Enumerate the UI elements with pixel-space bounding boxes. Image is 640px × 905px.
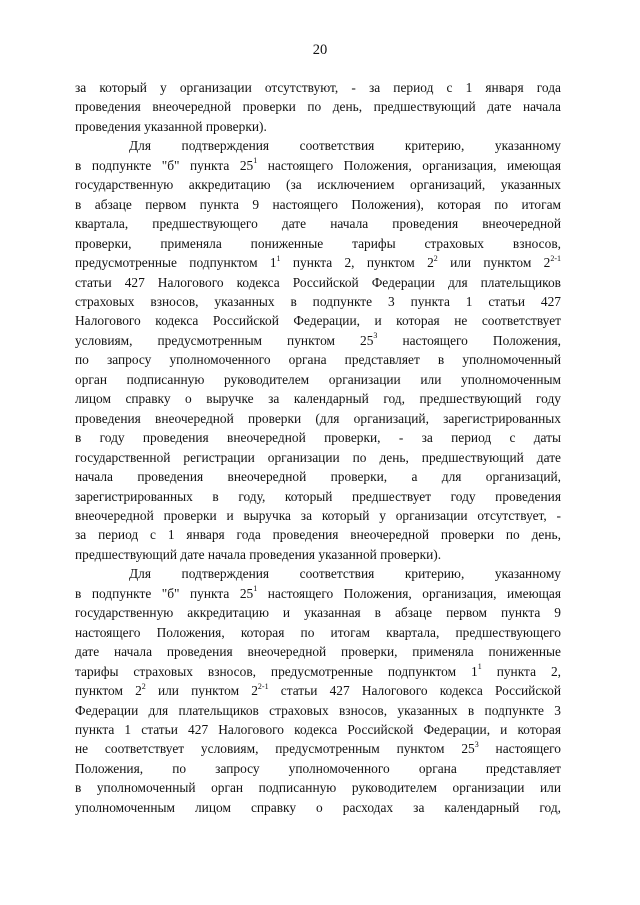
text-line: проведения внеочередной проверки (для организаций, зарегистрированных xyxy=(75,410,561,426)
text-line: настоящего Положения, которая по итогам квартала, предшествующего xyxy=(75,624,561,640)
paragraph xyxy=(75,564,561,817)
text-line: Для подтверждения соответствия критерию, указанному xyxy=(129,566,561,582)
text-line: дате начала проведения внеочередной проверки, применяла пониженные xyxy=(75,644,561,660)
text-line: в уполномоченный орган подписанную руководителем организации или xyxy=(75,780,561,796)
text-line: условиям, предусмотренным пунктом $25^3$ настоящего Положения, xyxy=(75,331,561,348)
text-line: не соответствует условиям, предусмотренным пунктом $25^3$ настоящего xyxy=(75,739,561,757)
text-line: Для подтверждения соответствия критерию, указанному xyxy=(129,138,561,154)
text-line: квартала, предшествующего дате начала проведения внеочередной xyxy=(75,216,561,232)
text-line: Положения, по запросу уполномоченного органа представляет xyxy=(75,760,561,776)
text-line: по запросу уполномоченного органа представляет в уполномоченный xyxy=(75,352,561,368)
paragraph xyxy=(75,78,561,136)
text-line: Федерации для плательщиков страховых взносов, указанных в подпункте 3 xyxy=(75,702,561,718)
text-line: зарегистрированных в году, который предшествует году проведения xyxy=(75,488,561,504)
text-line: предшествующий дате начала проведения указанной проверки). xyxy=(75,546,442,562)
text-line: проверки, применяла пониженные тарифы страховых взносов, xyxy=(75,235,561,251)
body-text xyxy=(75,78,561,817)
text-line: в году проведения внеочередной проверки, - за период с даты xyxy=(75,430,561,446)
text-line: уполномоченным лицом справку о расходах за календарный год, xyxy=(75,799,561,815)
text-line: лицом справку о выручке за календарный год, предшествующий году xyxy=(75,391,561,407)
text-line: пунктом $2^2$ или пунктом 2$^{2-1}$ статьи 427 Налогового кодекса Российской xyxy=(75,681,561,699)
text-line: пункта 1 статьи 427 Налогового кодекса Российской Федерации, и которая xyxy=(75,721,561,737)
text-line: статьи 427 Налогового кодекса Российской Федерации для плательщиков xyxy=(75,274,561,290)
text-line: страховых взносов, указанных в подпункте 3 пункта 1 статьи 427 xyxy=(75,293,561,309)
text-line: государственную аккредитацию и указанная в абзаце первом пункта 9 xyxy=(75,605,561,621)
text-line: за период с 1 января года проведения внеочередной проверки по день, xyxy=(75,527,561,543)
paragraph xyxy=(75,136,561,564)
text-line: в абзаце первом пункта 9 настоящего Положения), которая по итогам xyxy=(75,196,561,212)
text-line: внеочередной проверки и выручка за который у организации отсутствует, - xyxy=(75,507,561,523)
text-line: орган подписанную руководителем организации или уполномоченным xyxy=(75,371,561,387)
text-line: Налогового кодекса Российской Федерации, и которая не соответствует xyxy=(75,313,561,329)
text-line: государственной регистрации организации по день, предшествующий дате xyxy=(75,449,561,465)
text-line: государственную аккредитацию (за исключением организаций, указанных xyxy=(75,177,561,193)
page-number: 20 xyxy=(312,42,328,58)
text-line: за который у организации отсутствуют, - за период с 1 января года xyxy=(75,80,561,95)
text-line: проведения указанной проверки). xyxy=(75,118,267,134)
text-line: начала проведения внеочередной проверки, а для организаций, xyxy=(75,469,561,485)
text-line: тарифы страховых взносов, предусмотренные подпунктом $1^1$ пункта 2, xyxy=(75,662,561,679)
text-line: предусмотренные подпунктом $1^1$ пункта 2, пунктом $2^2$ или пунктом 2$^{2-1}$ xyxy=(75,253,562,271)
text-line: проведения внеочередной проверки по день, предшествующий дате начала xyxy=(75,99,561,115)
text-line: в подпункте "б" пункта $25^1$ настоящего Положения, организация, имеющая xyxy=(75,156,561,173)
text-line: в подпункте "б" пункта $25^1$ настоящего Положения, организация, имеющая xyxy=(75,584,561,601)
